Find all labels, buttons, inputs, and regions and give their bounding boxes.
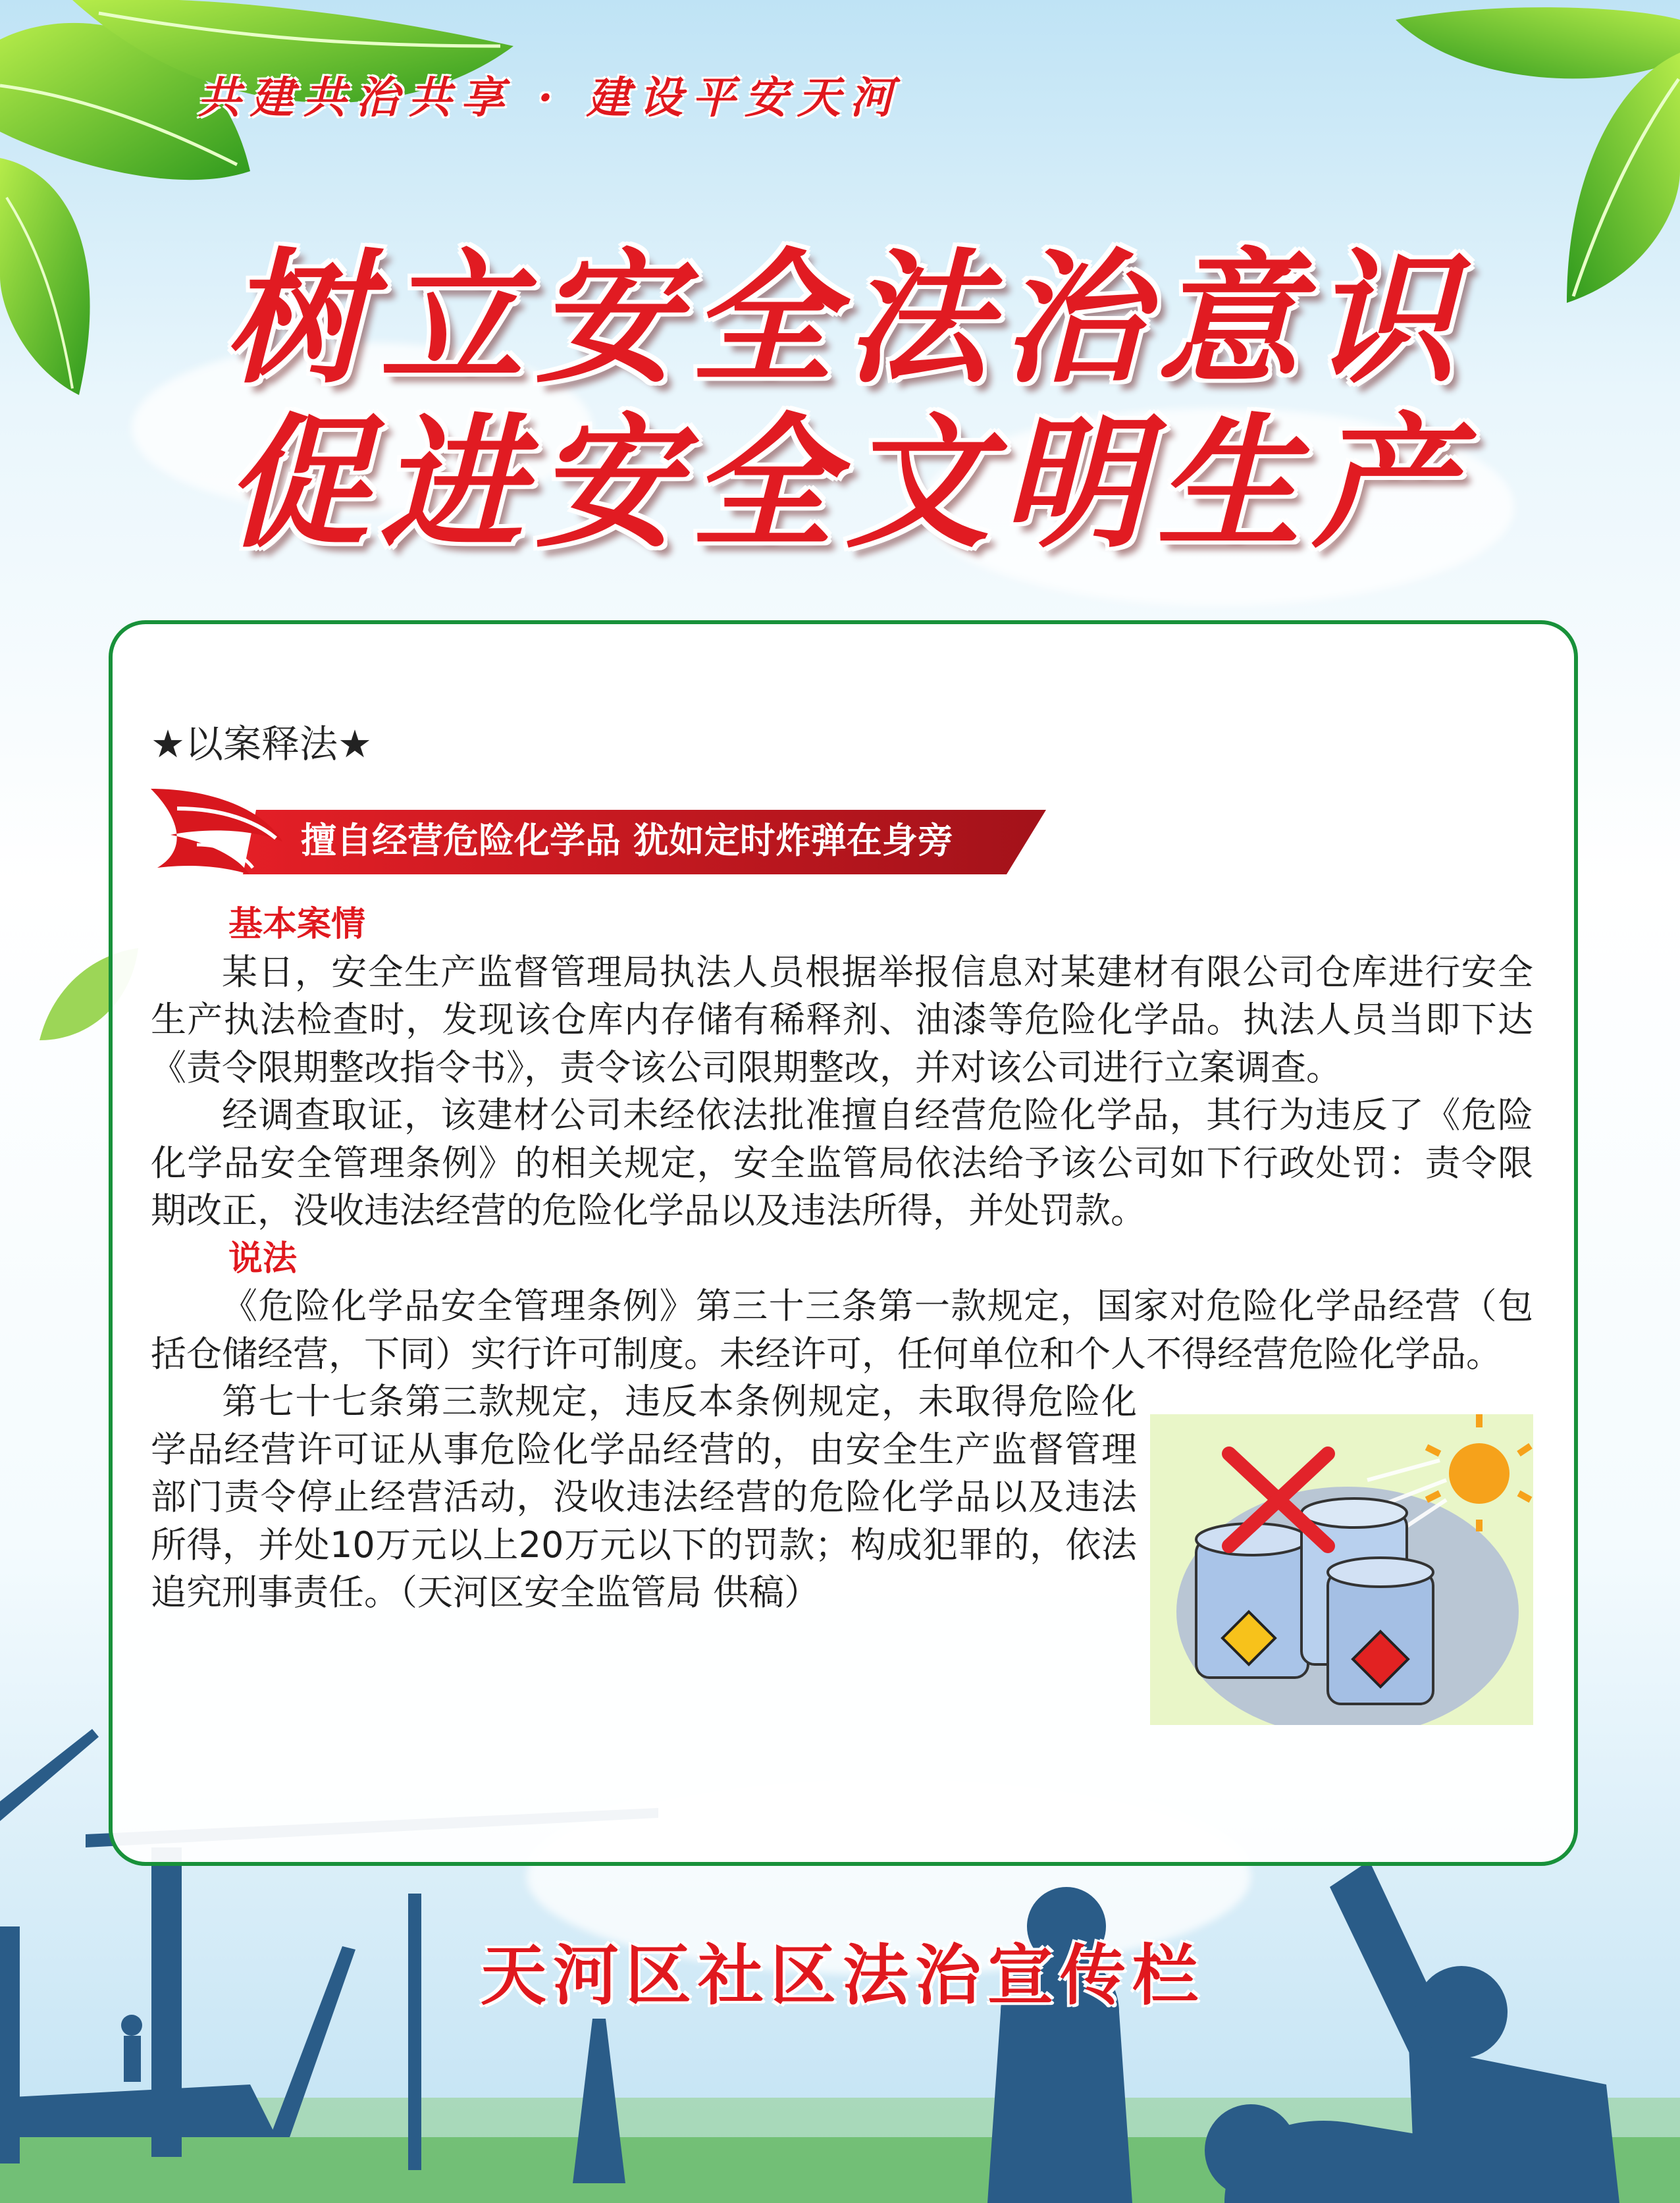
law-paragraph: 第七十七条第三款规定，违反本条例规定，未取得危险化学品经营许可证从事危险化学品经营的，由安全生产监督管理部门责令停止经营活动，没收违法经营的危险化学品以及违法所得，并处10万元以上20万元以下的罚款；构成犯罪的，依法追究刑事责任。（天河区安全监管局 供稿） — [151, 1381, 1137, 1613]
case-paragraph: 某日，安全生产监督管理局执法人员根据举报信息对某建材有限公司仓库进行安全生产执法检查时，发现该仓库内存储有稀释剂、油漆等危险化学品。执法人员当即下达《责令限期整改指令书》，责令该公司限期整改，并对该公司进行立案调查。 — [151, 951, 1533, 1088]
title-line-1: 树立安全法治意识 — [224, 234, 1467, 403]
content-panel — [109, 620, 1578, 1866]
banner-title: 擅自经营危险化学品 犹如定时炸弹在身旁 — [301, 820, 953, 861]
case-paragraph: 经调查取证，该建材公司未经依法批准擅自经营危险化学品，其行为违反了《危险化学品安全管理条例》的相关规定，安全监管局依法给予该公司如下行政处罚：责令限期改正，没收违法经营的危险化学品以及违法所得，并处罚款。 — [151, 1094, 1533, 1231]
hazardous-chemicals-illustration — [1150, 1414, 1533, 1725]
article-body — [151, 901, 1533, 1725]
banner-ribbon — [151, 782, 1046, 881]
footer-title: 天河区社区法治宣传栏 — [481, 1937, 1205, 2014]
slogan: 共建共治共享 · 建设平安天河 — [197, 72, 903, 123]
case-heading: 基本案情 — [228, 905, 366, 944]
section-label: ★以案释法★ — [151, 722, 372, 766]
law-paragraph: 《危险化学品安全管理条例》第三十三条第一款规定，国家对危险化学品经营（包括仓储经营，下同）实行许可制度。未经许可，任何单位和个人不得经营危险化学品。 — [151, 1285, 1533, 1375]
law-heading: 说法 — [228, 1238, 298, 1279]
title-line-2: 促进安全文明生产 — [224, 399, 1467, 568]
